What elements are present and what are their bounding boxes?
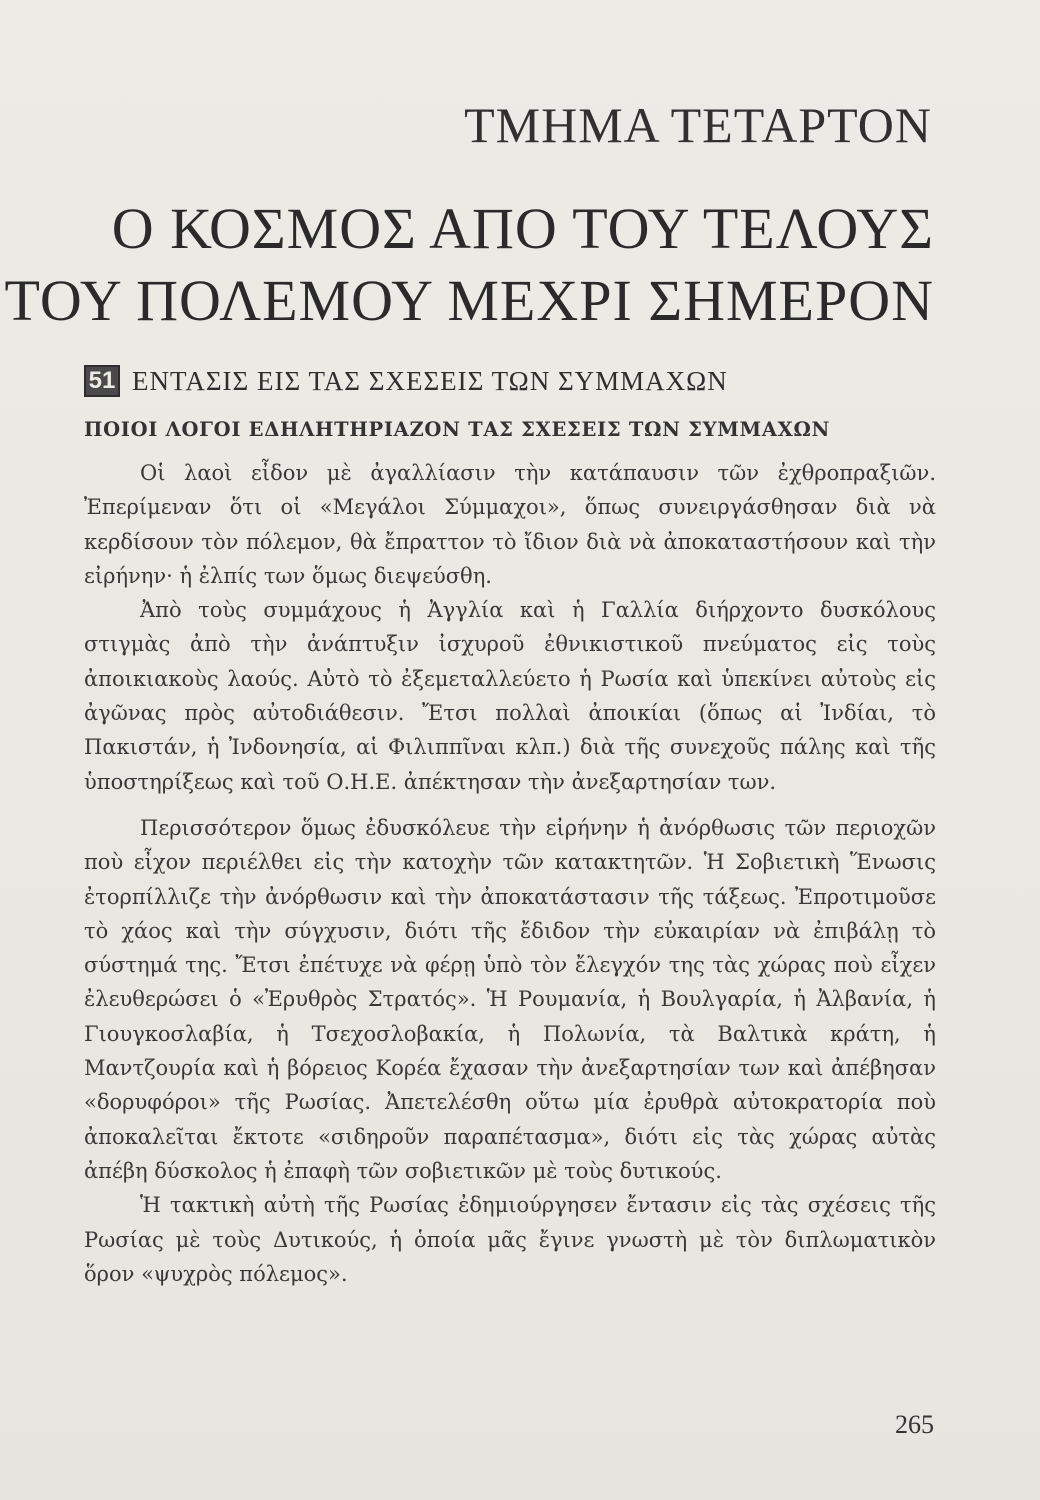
paragraph-3: Περισσότερον ὅμως ἐδυσκόλευε τὴν εἰρήνην ἡ ἀνόρθωσις τῶν περιοχῶν ποὺ εἶχον περιέλθει εἰς τὴν κατοχὴν τῶν κατακτητῶν. Ἡ Σοβιετικὴ Ἕνωσις ἐτορπίλλιζε τὴν ἀνόρθωσιν καὶ τὴν ἀποκατάστασιν τῆς τάξεως. Ἐπροτιμοῦσε τὸ χάος καὶ τὴν σύγχυσιν, διότι τῆς ἔδιδον τὴν εὐκαιρίαν νὰ ἐπιβάλῃ τὸ σύστημά της. Ἔτσι ἐπέτυχε νὰ φέρῃ ὑπὸ τὸν ἔλεγχόν της τὰς χώρας ποὺ εἶχεν ἐλευθερώσει ὁ «Ἐρυθρὸς Στρατός». Ἡ Ρουμανία, ἡ Βουλγαρία, ἡ Ἀλβανία, ἡ Γιουγκοσλαβία, ἡ Τσεχοσλοβακία, ἡ Πολωνία, τὰ Βαλτικὰ κράτη, ἡ Μαντζουρία καὶ ἡ βόρειος Κορέα ἔχασαν τὴν ἀνεξαρτησίαν των καὶ ἀπέβησαν «δορυφόροι» τῆς Ρωσίας. Ἀπετελέσθη οὕτω μία ἐρυθρὰ αὐτοκρατορία ποὺ ἀποκαλεῖται ἔκτοτε «σιδηροῦν παραπέτασμα», διότι εἰς τὰς χώρας αὐτὰς ἀπέβη δύσκολος ἡ ἐπαφὴ τῶν σοβιετικῶν μὲ τοὺς δυτικούς. — [84, 815, 936, 1183]
section-title: ΕΝΤΑΣΙΣ ΕΙΣ ΤΑΣ ΣΧΕΣΕΙΣ ΤΩΝ ΣΥΜΜΑΧΩΝ — [132, 365, 728, 396]
paragraph-1: Οἱ λαοὶ εἶδον μὲ ἀγαλλίασιν τὴν κατάπαυσιν τῶν ἐχθροπραξιῶν. Ἐπερίμεναν ὅτι οἱ «Μεγάλοι Σύμμαχοι», ὅπως συνειργάσθησαν διὰ νὰ κερδίσουν τὸν πόλεμον, θὰ ἔπραττον τὸ ἴδιον διὰ νὰ ἀποκαταστήσουν καὶ τὴν εἰρήνην· ἡ ἐλπίς των ὅμως διεψεύσθη. — [84, 461, 936, 588]
part-title: ΤΜΗΜΑ ΤΕΤΑΡΤΟΝ — [464, 97, 932, 153]
paragraph-4: Ἡ τακτικὴ αὐτὴ τῆς Ρωσίας ἐδημιούργησεν ἔντασιν εἰς τὰς σχέσεις τῆς Ρωσίας μὲ τοὺς Δυτικούς, ἡ ὁποία μᾶς ἔγινε γνωστὴ μὲ τὸν διπλωματικὸν ὅρον «ψυχρὸς πόλεμος». — [84, 1193, 936, 1286]
chapter-title-line-1: Ο ΚΟΣΜΟΣ ΑΠΟ ΤΟΥ ΤΕΛΟΥΣ — [111, 196, 934, 261]
section-heading — [84, 365, 728, 397]
section-subheading: ΠΟΙΟΙ ΛΟΓΟΙ ΕΔΗΛΗΤΗΡΙΑΖΟΝ ΤΑΣ ΣΧΕΣΕΙΣ ΤΩΝ ΣΥΜΜΑΧΩΝ — [84, 418, 831, 441]
body-text — [84, 456, 936, 1291]
section-number-badge: 51 — [84, 365, 120, 397]
page-number: 265 — [895, 1410, 934, 1439]
paragraph-2: Ἀπὸ τοὺς συμμάχους ἡ Ἀγγλία καὶ ἡ Γαλλία διήρχοντο δυσκόλους στιγμὰς ἀπὸ τὴν ἀνάπτυξιν ἰσχυροῦ ἐθνικιστικοῦ πνεύματος εἰς τοὺς ἀποικιακοὺς λαούς. Αὐτὸ τὸ ἐξεμεταλλεύετο ἡ Ρωσία καὶ ὑπεκίνει αὐτοὺς εἰς ἀγῶνας πρὸς αὐτοδιάθεσιν. Ἔτσι πολλαὶ ἀποικίαι (ὅπως αἱ Ἰνδίαι, τὸ Πακιστάν, ἡ Ἰνδονησία, αἱ Φιλιππῖναι κλπ.) διὰ τῆς συνεχοῦς πάλης καὶ τῆς ὑποστηρίξεως καὶ τοῦ Ο.Η.Ε. ἀπέκτησαν τὴν ἀνεξαρτησίαν των. — [84, 598, 936, 794]
chapter-title-line-2: ΤΟΥ ΠΟΛΕΜΟΥ ΜΕΧΡΙ ΣΗΜΕΡΟΝ — [4, 268, 934, 333]
